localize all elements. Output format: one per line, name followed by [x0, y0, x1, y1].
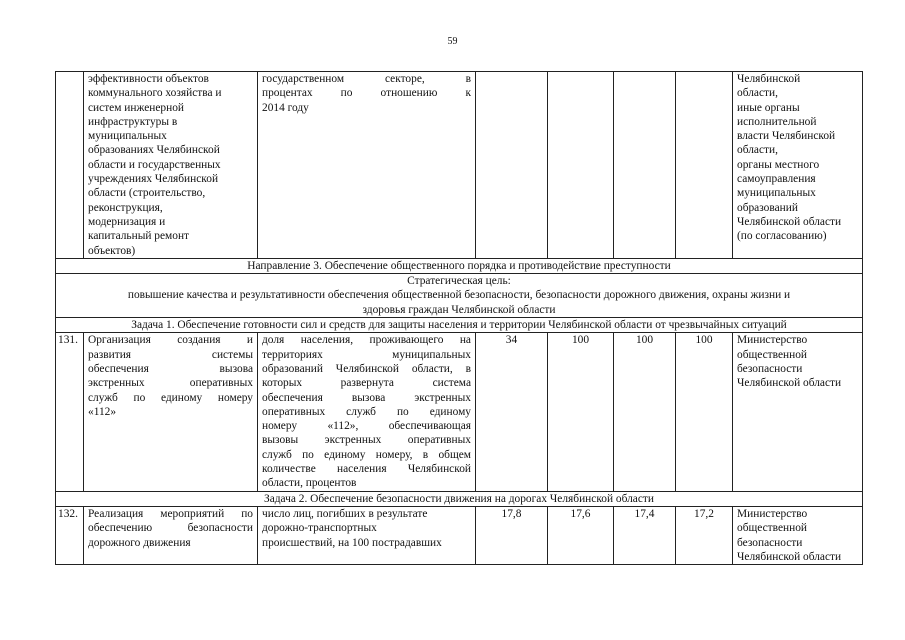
table-row-continuation	[56, 72, 863, 259]
section-row-task	[56, 491, 863, 506]
section-row-strategic-goal	[56, 274, 863, 318]
table-row-131	[56, 333, 863, 491]
cell-value-3: 100	[614, 333, 676, 491]
strategic-goal-label: Стратегическая цель:	[407, 275, 511, 288]
cell-value	[476, 72, 548, 259]
strategic-goal-line: здоровья граждан Челябинской области	[362, 303, 556, 316]
cell-indicator: число лиц, погибших в результате дорожно-транспортных происшествий, на 100 пострадавших	[258, 506, 476, 564]
cell-number	[56, 72, 84, 259]
cell-value	[548, 72, 614, 259]
cell-executor: Министерство общественной безопасности Челябинской области	[733, 333, 863, 491]
direction-heading: Направление 3. Обеспечение общественного порядка и противодействие преступности	[56, 258, 863, 273]
section-row-task	[56, 318, 863, 333]
cell-indicator: государственном секторе, в процентах по отношению к 2014 году	[258, 72, 476, 259]
cell-value-4: 100	[676, 333, 733, 491]
cell-number: 132.	[56, 506, 84, 564]
measures-table	[55, 71, 863, 565]
cell-executor: Министерство общественной безопасности Челябинской области	[733, 506, 863, 564]
strategic-goal-line: повышение качества и результативности обеспечения общественной безопасности, безопасности дорожного движения, охраны жизни и	[127, 289, 791, 302]
cell-activity: эффективности объектов коммунального хозяйства и систем инженерной инфраструктуры в муниципальных образованиях Челябинской области и государственных учреждениях Челябинской области (строительство, реконструкция, модернизация и капитальный ремонт объектов)	[84, 72, 258, 259]
page-number: 59	[447, 36, 458, 47]
cell-value-1: 34	[476, 333, 548, 491]
cell-value	[676, 72, 733, 259]
table-row-132	[56, 506, 863, 564]
task-heading: Задача 2. Обеспечение безопасности движения на дорогах Челябинской области	[56, 491, 863, 506]
cell-indicator: доля населения, проживающего на территориях муниципальных образований Челябинской области, в которых развернута система обеспечения вызова экстренных оперативных служб по единому номеру «112», обеспечивающая вызовы экстренных оперативных служб по единому номеру, в общем количестве населения Челябинской области, процентов	[258, 333, 476, 491]
cell-value-2: 17,6	[548, 506, 614, 564]
section-row-direction	[56, 258, 863, 273]
cell-value-2: 100	[548, 333, 614, 491]
cell-value-4: 17,2	[676, 506, 733, 564]
cell-activity: Организация создания и развития системы обеспечения вызова экстренных оперативных служб по единому номеру «112»	[84, 333, 258, 491]
strategic-goal	[56, 274, 863, 318]
cell-value-1: 17,8	[476, 506, 548, 564]
cell-value-3: 17,4	[614, 506, 676, 564]
cell-executor: Челябинской области, иные органы исполнительной власти Челябинской области, органы местного самоуправления муниципальных образований Челябинской области (по согласованию)	[733, 72, 863, 259]
cell-value	[614, 72, 676, 259]
task-heading: Задача 1. Обеспечение готовности сил и средств для защиты населения и территории Челябинской области от чрезвычайных ситуаций	[56, 318, 863, 333]
cell-activity: Реализация мероприятий по обеспечению безопасности дорожного движения	[84, 506, 258, 564]
cell-number: 131.	[56, 333, 84, 491]
